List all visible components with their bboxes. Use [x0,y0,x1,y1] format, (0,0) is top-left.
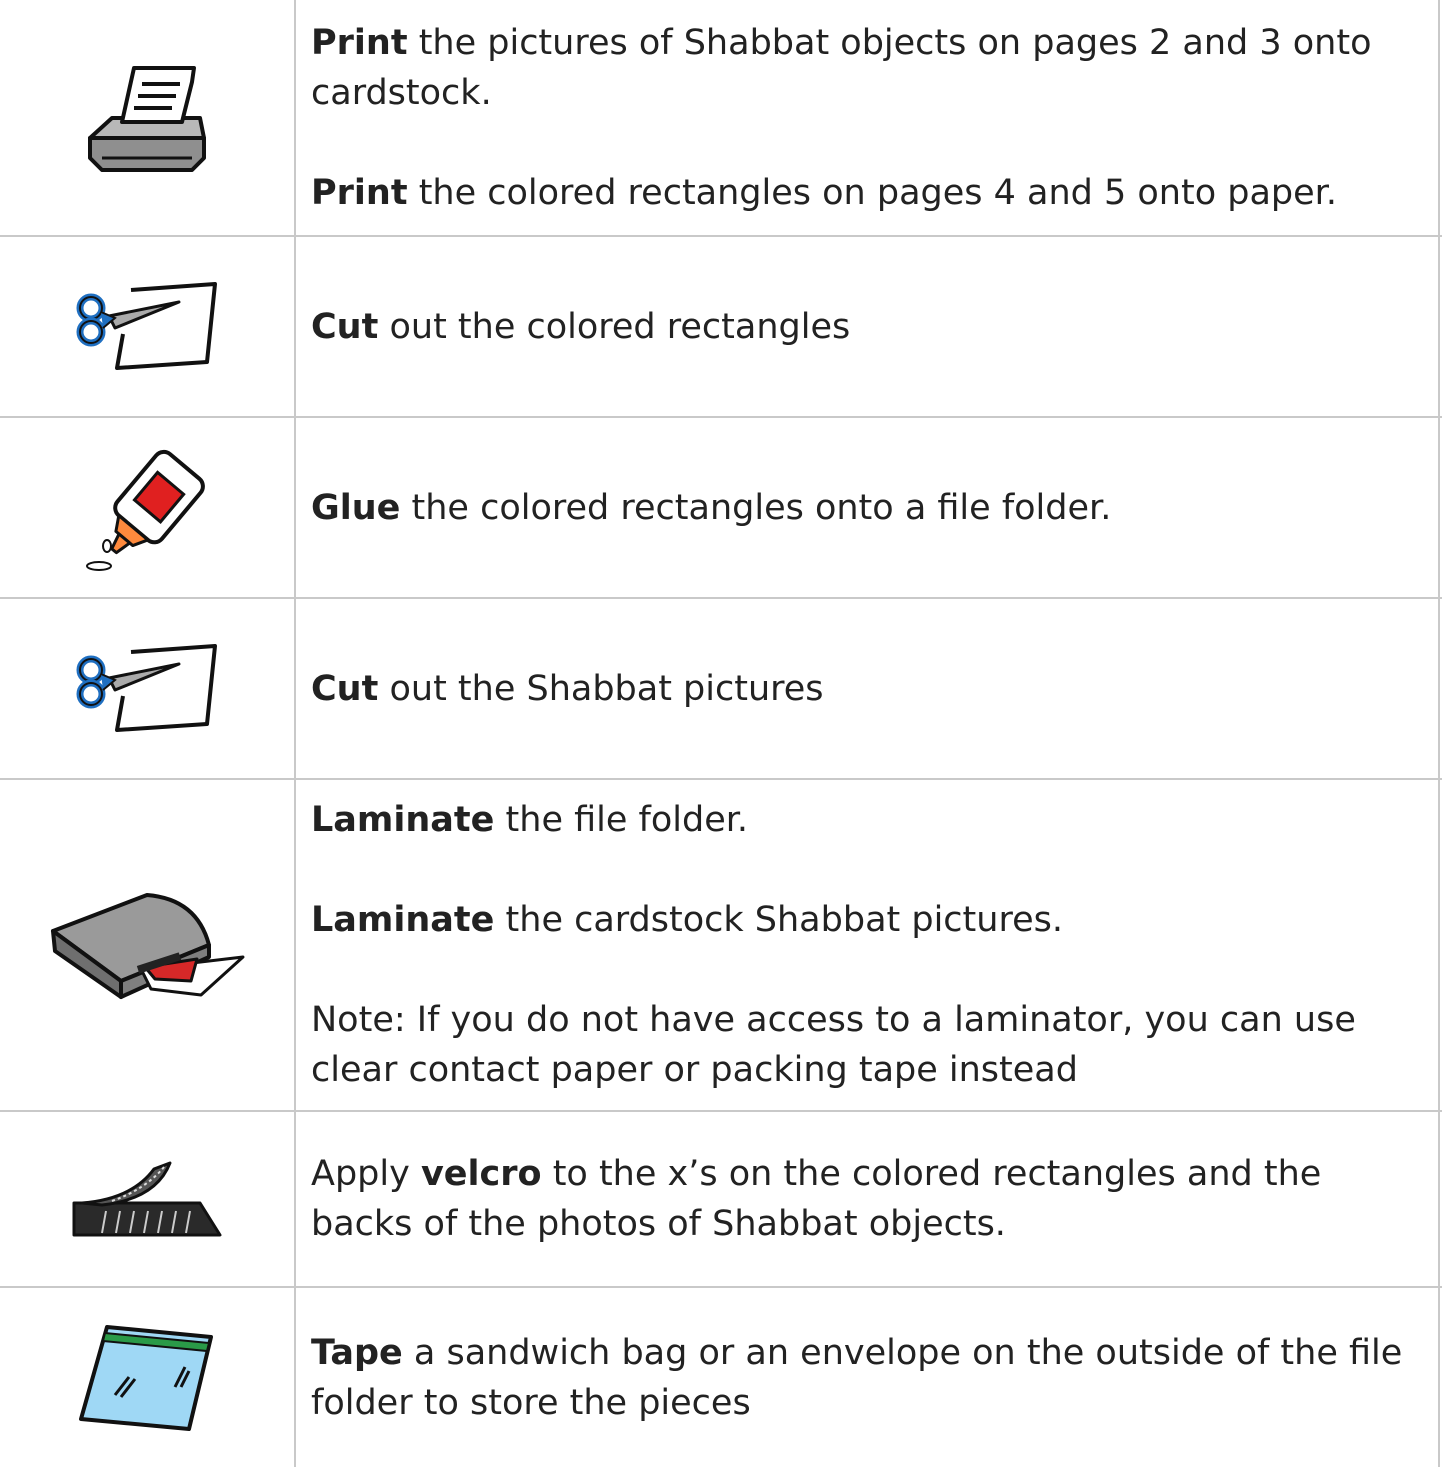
velcro-icon [0,1112,294,1286]
step-text [311,1112,1421,1286]
step-text [311,418,1421,597]
action-word: Laminate [311,900,495,940]
instruction-text: out the Shabbat pictures [378,668,824,709]
note-paragraph [311,995,1421,1095]
action-word: Tape [311,1332,403,1373]
step-text [311,0,1421,235]
instruction-text: a sandwich bag or an envelope on the outside of the file folder to store the pieces [311,1332,1403,1423]
sandwich-bag-icon [0,1288,294,1467]
action-word: Laminate [311,800,495,840]
step-row-tape [0,1288,1442,1467]
instruction-paragraph [311,1149,1421,1249]
instruction-paragraph [311,18,1421,118]
step-row-glue [0,418,1442,597]
printer-icon [0,0,294,235]
step-row-cut-pictures [0,599,1442,778]
instruction-text: the colored rectangles onto a file folder. [400,487,1112,528]
instruction-paragraph [311,1328,1421,1428]
scissors-cutting-paper-icon [0,599,294,778]
instruction-text: the pictures of Shabbat objects on pages 2 and 3 onto cardstock. [311,22,1372,113]
action-word: Print [311,22,408,63]
step-row-velcro [0,1112,1442,1286]
action-word: Cut [311,306,379,347]
instruction-paragraph [311,795,1421,845]
scissors-cutting-paper-icon [0,237,294,416]
instruction-text: out the colored rectangles [378,306,851,347]
instruction-paragraph [311,895,1421,945]
glue-bottle-icon [0,418,294,597]
action-word: Print [311,172,408,213]
instruction-text: Apply [311,1154,421,1194]
action-word: Glue [311,487,401,528]
action-word: Cut [311,668,379,709]
instruction-paragraph [311,168,1421,218]
note-text: Note: If you do not have access to a laminator, you can use clear contact paper or packing tape instead [311,1000,1356,1090]
laminator-icon [0,780,294,1110]
step-text [311,599,1421,778]
action-word: velcro [420,1154,542,1194]
step-text [311,237,1421,416]
instruction-text: the cardstock Shabbat pictures. [494,900,1063,940]
step-text [311,1288,1421,1467]
step-row-print [0,0,1442,235]
instruction-paragraph [311,483,1421,533]
instruction-paragraph [311,664,1421,714]
step-row-laminate [0,780,1442,1110]
instruction-text: the colored rectangles on pages 4 and 5 onto paper. [407,172,1337,213]
instruction-text: the file folder. [494,800,749,840]
instruction-text: to the x’s on the colored rectangles and the backs of the photos of Shabbat objects. [311,1154,1322,1244]
step-row-cut-rectangles [0,237,1442,416]
step-text [311,780,1421,1110]
instruction-paragraph [311,302,1421,352]
